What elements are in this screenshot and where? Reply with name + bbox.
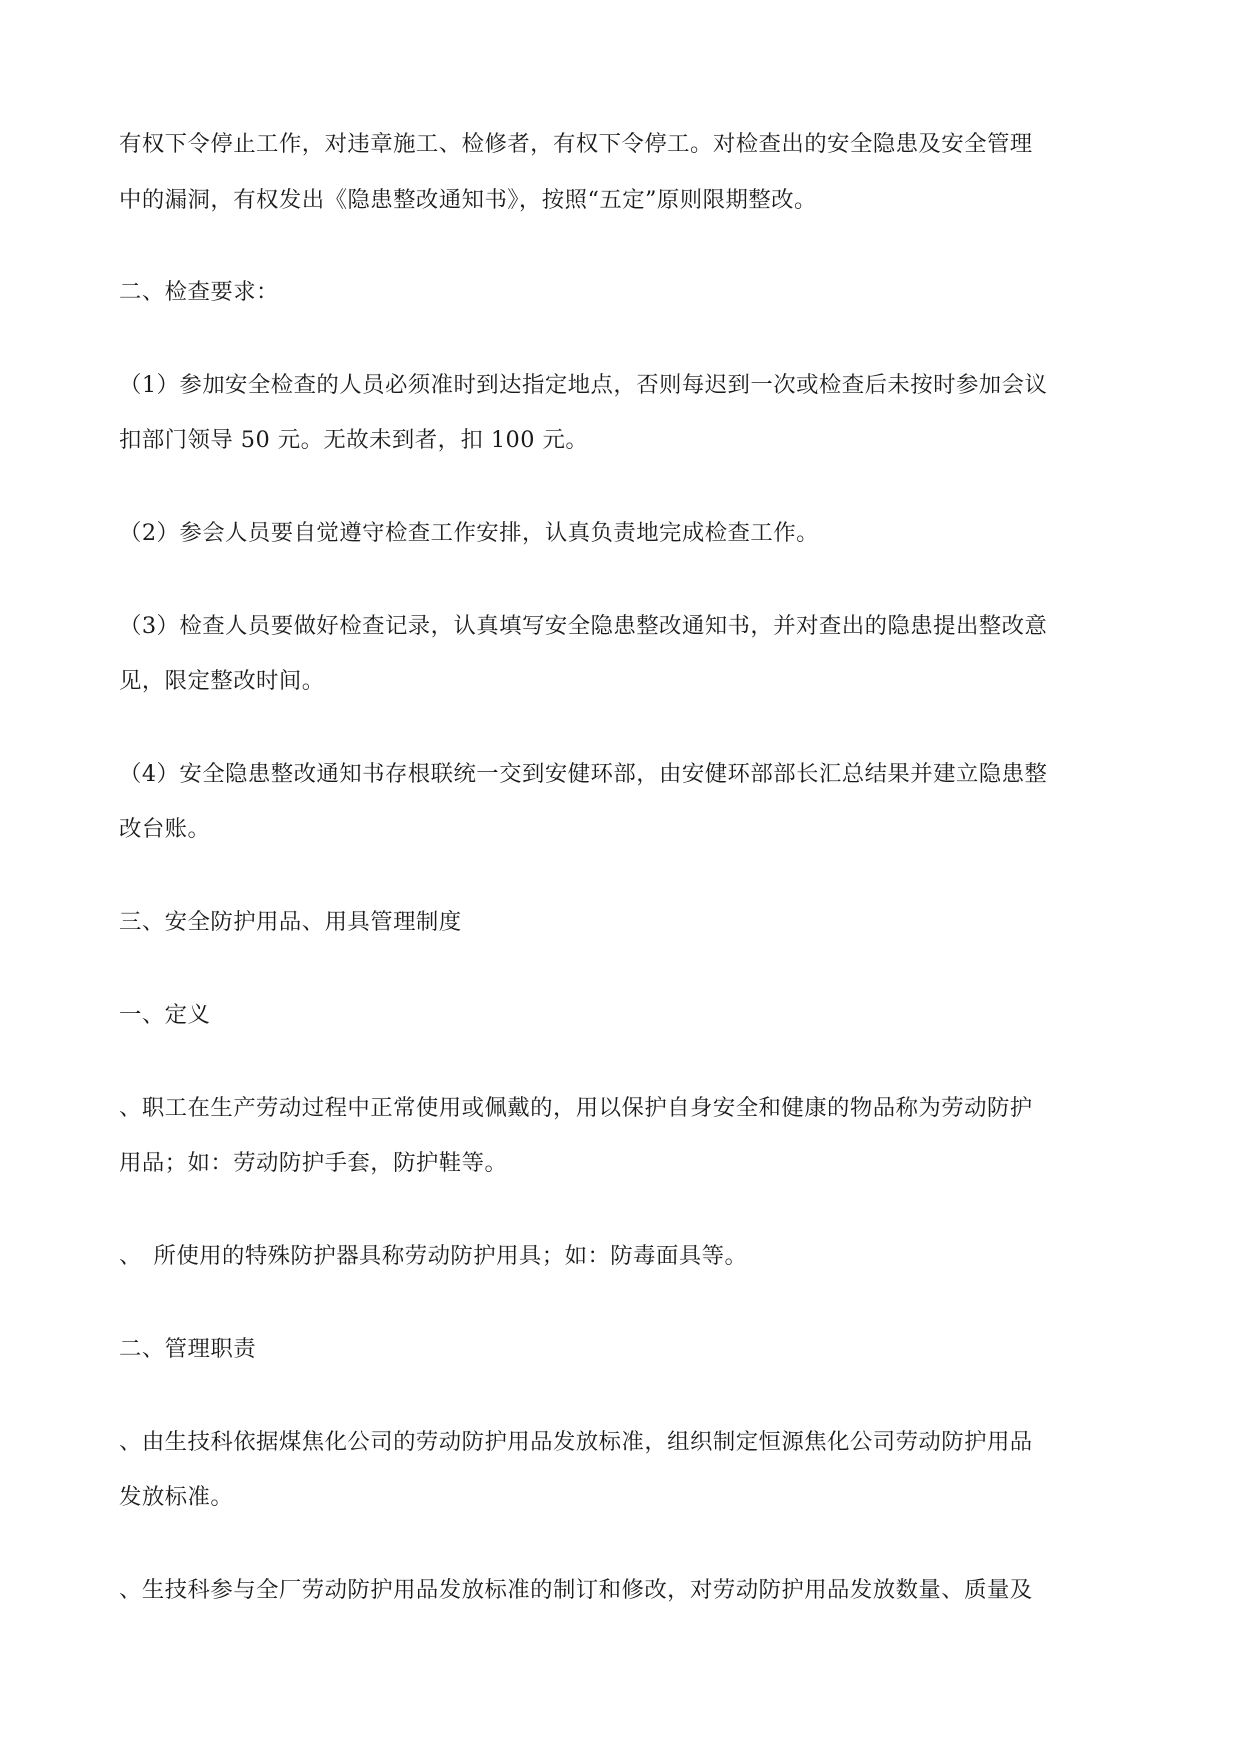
text-line: （4）安全隐患整改通知书存根联统一交到安健环部，由安健环部部长汇总结果并建立隐患整 — [119, 761, 1048, 787]
text-line: 扣部门领导 50 元。无故未到者，扣 100 元。 — [119, 427, 589, 453]
section-heading: 二、检查要求： — [119, 279, 279, 305]
text-line: 改台账。 — [119, 816, 211, 842]
section-heading: 二、管理职责 — [119, 1336, 257, 1362]
text-line: 、 所使用的特殊防护器具称劳动防护用具；如：防毒面具等。 — [119, 1243, 748, 1269]
text-line: 、由生技科依据煤焦化公司的劳动防护用品发放标准，组织制定恒源焦化公司劳动防护用品 — [119, 1429, 1033, 1455]
text-line: 用品；如：劳动防护手套，防护鞋等。 — [119, 1150, 508, 1176]
section-heading: 一、定义 — [119, 1002, 211, 1028]
text-line: （2）参会人员要自觉遵守检查工作安排，认真负责地完成检查工作。 — [119, 520, 819, 546]
text-line: 中的漏洞，有权发出《隐患整改通知书》，按照“五定”原则限期整改。 — [119, 187, 817, 213]
text-line: 、生技科参与全厂劳动防护用品发放标准的制订和修改，对劳动防护用品发放数量、质量及 — [119, 1577, 1033, 1603]
section-heading: 三、安全防护用品、用具管理制度 — [119, 909, 462, 935]
text-line: 有权下令停止工作，对违章施工、检修者，有权下令停工。对检查出的安全隐患及安全管理 — [119, 131, 1033, 157]
text-line: 、职工在生产劳动过程中正常使用或佩戴的，用以保护自身安全和健康的物品称为劳动防护 — [119, 1095, 1033, 1121]
text-line: 见，限定整改时间。 — [119, 668, 325, 694]
text-line: 发放标准。 — [119, 1484, 234, 1510]
text-line: （1）参加安全检查的人员必须准时到达指定地点，否则每迟到一次或检查后未按时参加会议 — [119, 372, 1048, 398]
text-line: （3）检查人员要做好检查记录，认真填写安全隐患整改通知书，并对查出的隐患提出整改意 — [119, 613, 1048, 639]
